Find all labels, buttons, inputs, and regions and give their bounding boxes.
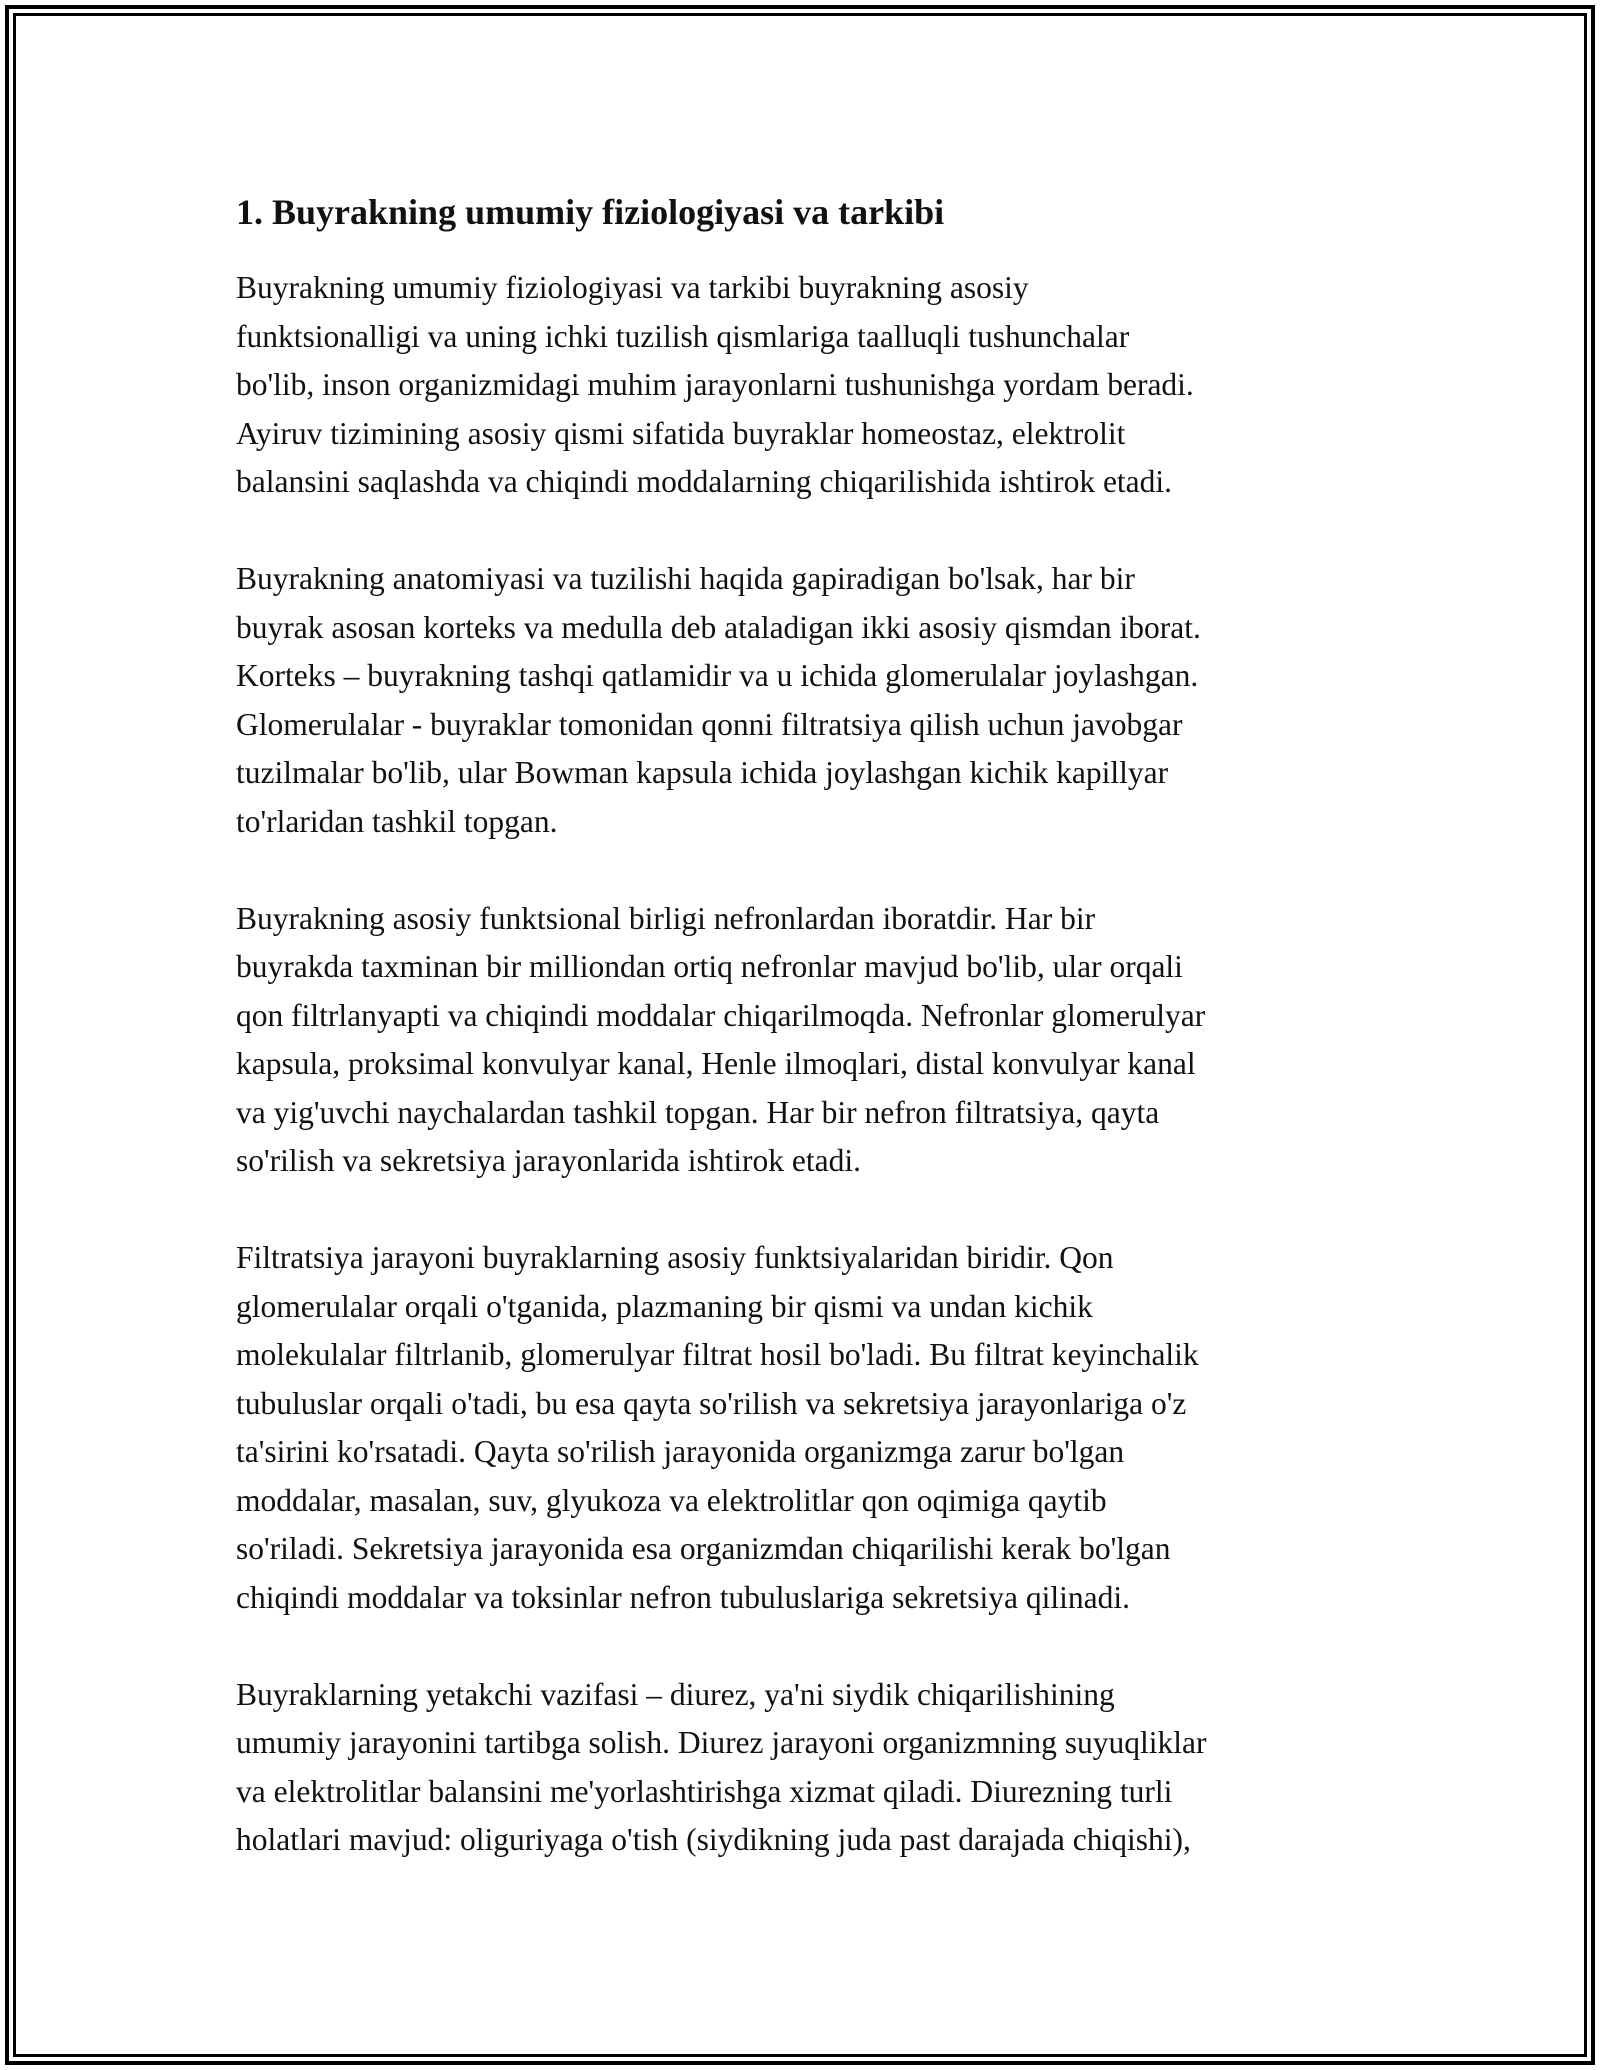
paragraph-line: bo'lib, inson organizmidagi muhim jarayonlarni tushunishga yordam beradi. (236, 367, 1194, 402)
paragraph-line: Buyrakning asosiy funktsional birligi nefronlardan iboratdir. Har bir (236, 900, 1096, 936)
document-body (236, 186, 1376, 1865)
paragraph-2 (236, 555, 1376, 846)
paragraph-line: Buyrakning anatomiyasi va tuzilishi haqida gapiradigan bo'lsak, har bir (236, 561, 1135, 596)
paragraph-line: glomerulalar orqali o'tganida, plazmaning bir qismi va undan kichik (236, 1288, 1093, 1324)
paragraph-line: va yig'uvchi naychalardan tashkil topgan. Har bir nefron filtratsiya, qayta (236, 1094, 1160, 1130)
paragraph-1 (236, 264, 1376, 507)
paragraph-line: so'rilish va sekretsiya jarayonlarida ishtirok etadi. (236, 1143, 862, 1178)
paragraph-gap (236, 1186, 1376, 1235)
paragraph-line: molekulalar filtrlanib, glomerulyar filtrat hosil bo'ladi. Bu filtrat keyinchalik (236, 1337, 1199, 1372)
paragraph-4 (236, 1234, 1376, 1622)
paragraph-line: Buyraklarning yetakchi vazifasi – diurez, ya'ni siydik chiqarilishining (236, 1676, 1115, 1712)
paragraph-line: Korteks – buyrakning tashqi qatlamidir va u ichida glomerulalar joylashgan. (236, 658, 1199, 693)
paragraph-5 (236, 1671, 1376, 1865)
paragraph-gap (236, 507, 1376, 556)
paragraph-line: tuzilmalar bo'lib, ular Bowman kapsula ichida joylashgan kichik kapillyar (236, 755, 1169, 790)
paragraph-line: balansini saqlashda va chiqindi moddalarning chiqarilishida ishtirok etadi. (236, 464, 1173, 499)
paragraph-line: Glomerulalar - buyraklar tomonidan qonni filtratsiya qilish uchun javobgar (236, 706, 1183, 742)
paragraph-line: to'rlaridan tashkil topgan. (236, 803, 558, 839)
paragraph-line: so'riladi. Sekretsiya jarayonida esa organizmdan chiqarilishi kerak bo'lgan (236, 1531, 1171, 1566)
paragraph-line: qon filtrlanyapti va chiqindi moddalar chiqarilmoqda. Nefronlar glomerulyar (236, 997, 1206, 1033)
paragraph-gap (236, 1622, 1376, 1671)
paragraph-line: va elektrolitlar balansini me'yorlashtirishga xizmat qiladi. Diurezning turli (236, 1773, 1173, 1809)
section-heading: 1. Buyrakning umumiy fiziologiyasi va tarkibi (236, 192, 945, 232)
paragraph-line: chiqindi moddalar va toksinlar nefron tubuluslariga sekretsiya qilinadi. (236, 1579, 1131, 1615)
paragraph-line: kapsula, proksimal konvulyar kanal, Henle ilmoqlari, distal konvulyar kanal (236, 1046, 1196, 1081)
paragraph-line: buyrakda taxminan bir milliondan ortiq nefronlar mavjud bo'lib, ular orqali (236, 949, 1183, 984)
paragraph-line: Ayiruv tizimining asosiy qismi sifatida buyraklar homeostaz, elektrolit (236, 415, 1126, 451)
paragraph-line: holatlari mavjud: oliguriyaga o'tish (siydikning juda past darajada chiqishi), (236, 1822, 1191, 1857)
paragraph-line: buyrak asosan korteks va medulla deb ataladigan ikki asosiy qismdan iborat. (236, 609, 1201, 645)
paragraph-line: umumiy jarayonini tartibga solish. Diurez jarayoni organizmning suyuqliklar (236, 1725, 1207, 1760)
paragraph-line: Buyrakning umumiy fiziologiyasi va tarkibi buyrakning asosiy (236, 270, 1029, 305)
paragraph-gap (236, 846, 1376, 895)
paragraph-line: tubuluslar orqali o'tadi, bu esa qayta so'rilish va sekretsiya jarayonlariga o'z (236, 1385, 1187, 1421)
paragraph-line: Filtratsiya jarayoni buyraklarning asosiy funktsiyalaridan biridir. Qon (236, 1240, 1114, 1275)
paragraph-line: funktsionalligi va uning ichki tuzilish qismlariga taalluqli tushunchalar (236, 318, 1130, 354)
paragraph-line: ta'sirini ko'rsatadi. Qayta so'rilish jarayonida organizmga zarur bo'lgan (236, 1434, 1125, 1469)
paragraph-line: moddalar, masalan, suv, glyukoza va elektrolitlar qon oqimiga qaytib (236, 1482, 1107, 1518)
paragraph-3 (236, 895, 1376, 1186)
